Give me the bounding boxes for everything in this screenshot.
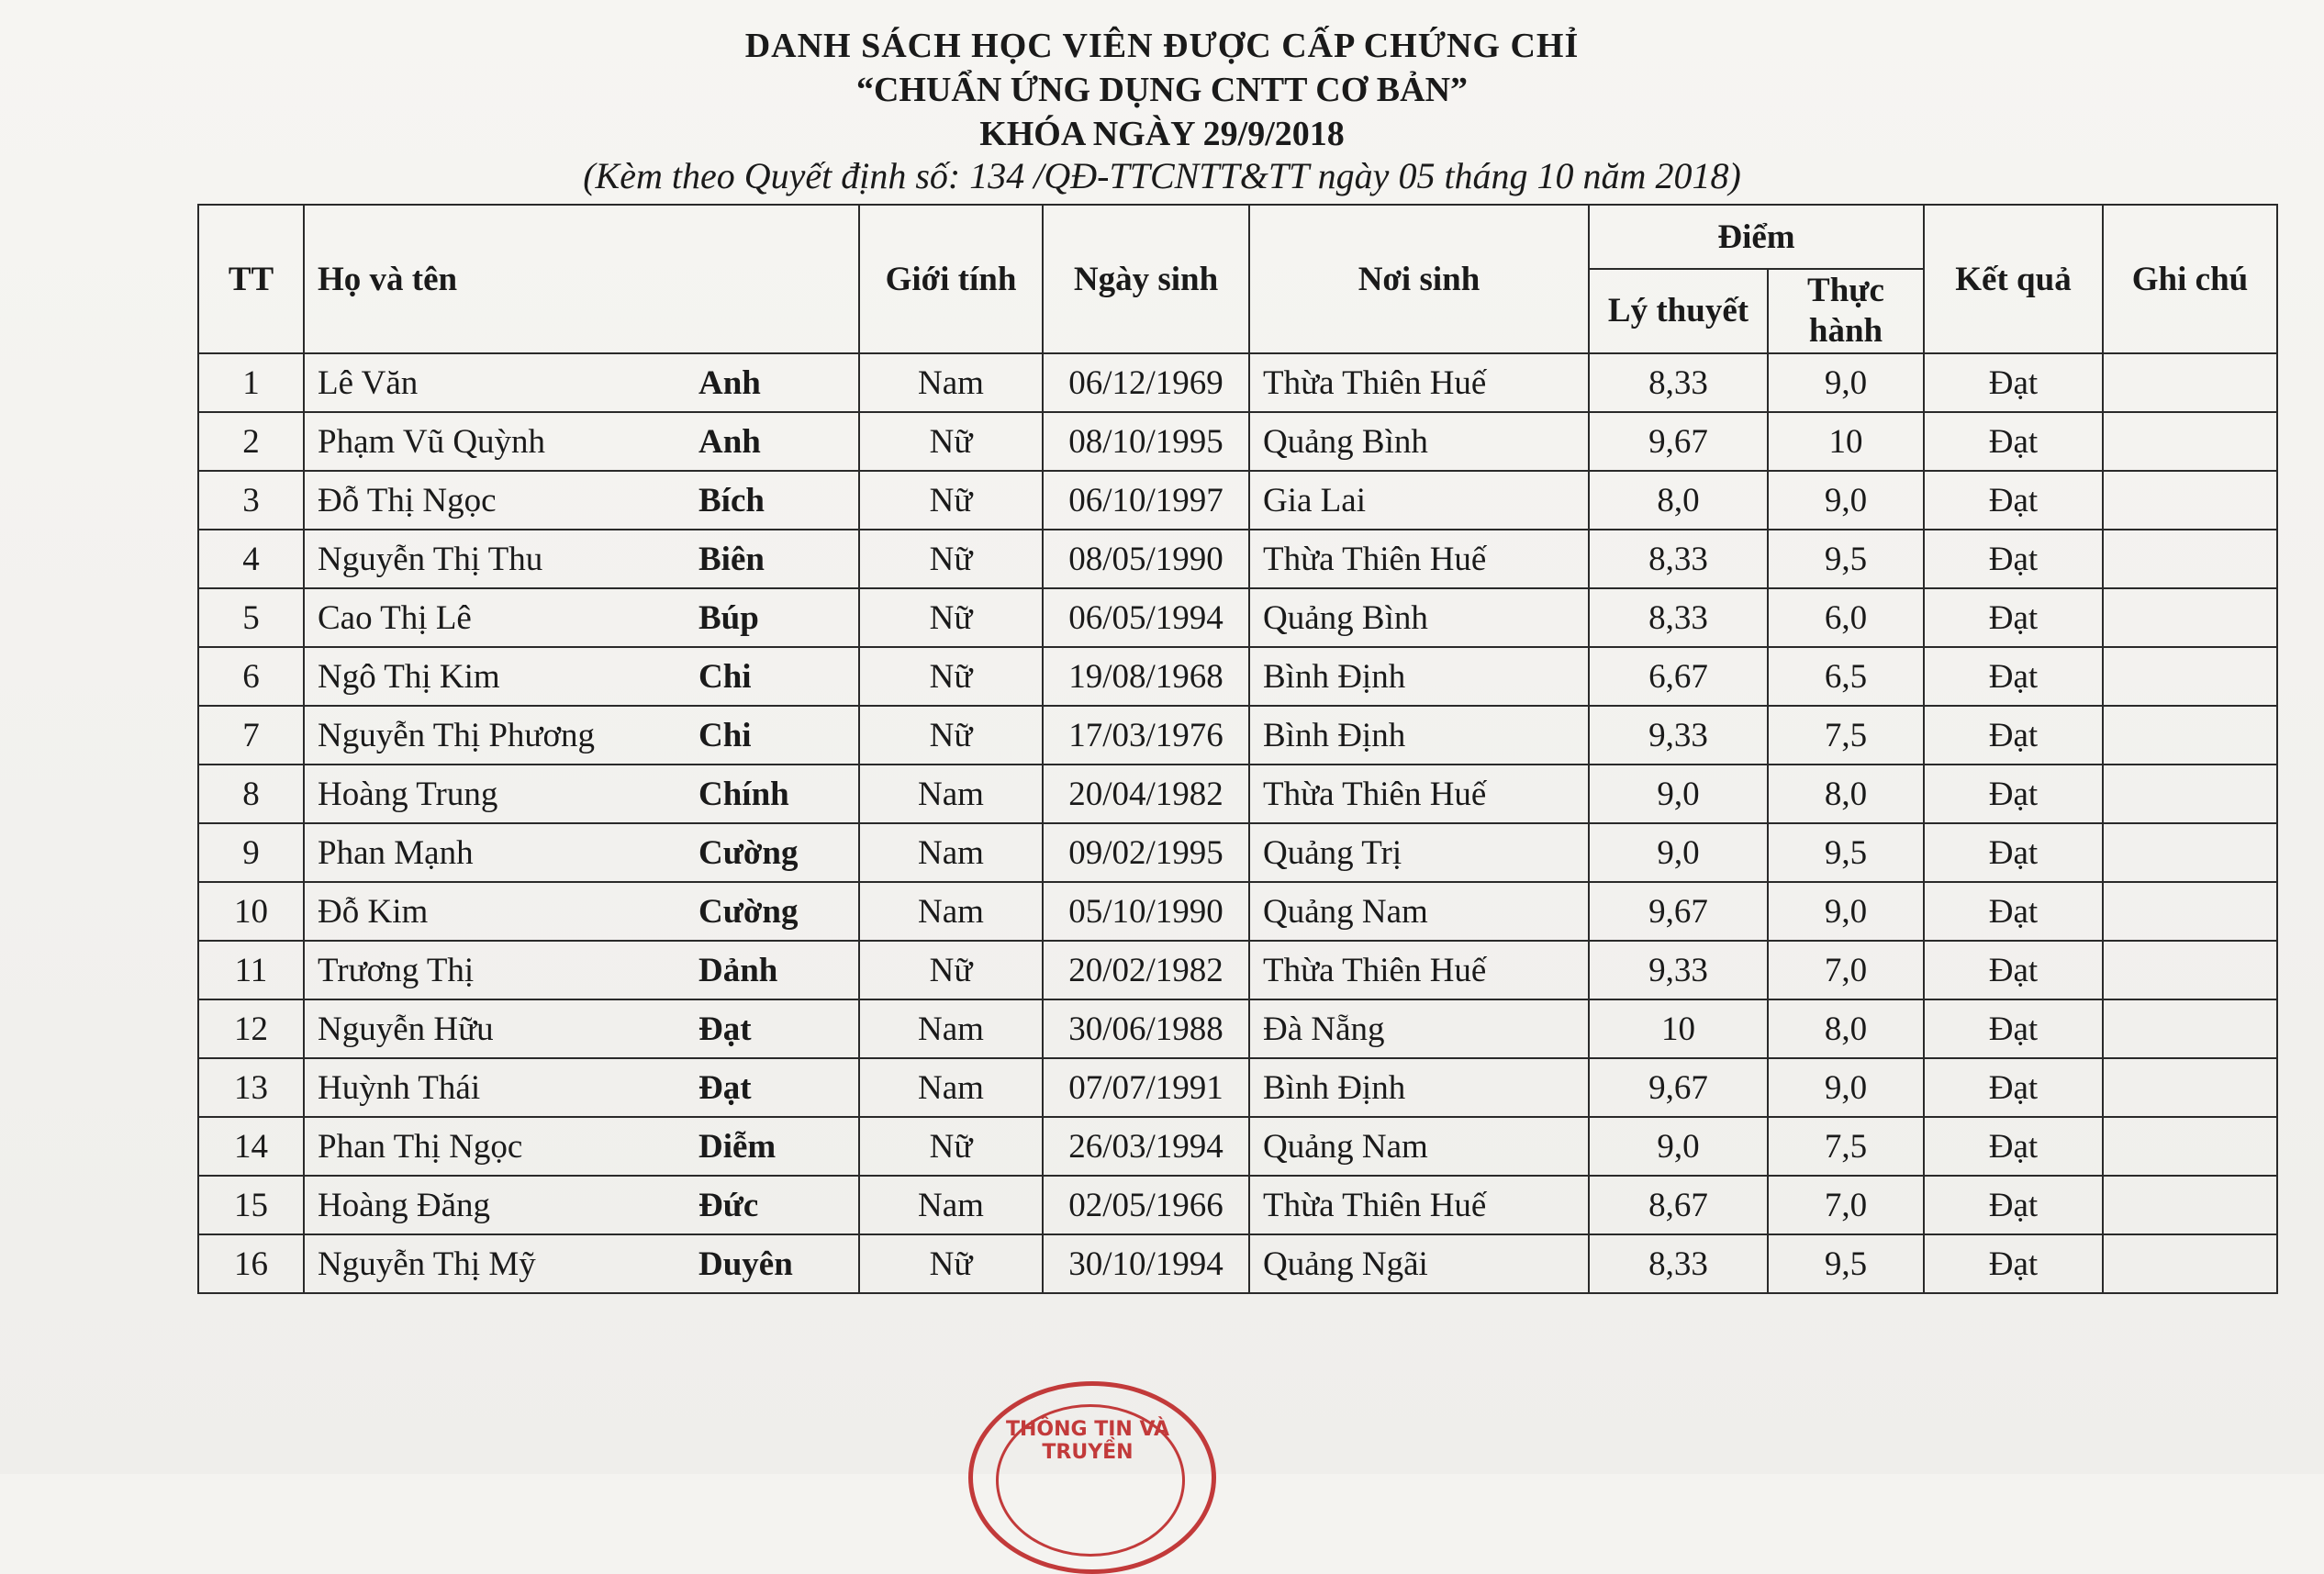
row-note <box>2103 882 2277 941</box>
row-given-name: Đạt <box>698 1068 752 1107</box>
row-dob: 26/03/1994 <box>1043 1117 1249 1176</box>
row-birthplace: Bình Định <box>1249 1058 1589 1117</box>
row-practice-score: 9,0 <box>1768 1058 1924 1117</box>
doc-course-date: KHÓA NGÀY 29/9/2018 <box>979 115 1345 153</box>
row-result: Đạt <box>1924 706 2103 765</box>
row-last-middle-name: Huỳnh Thái <box>318 1068 481 1107</box>
row-theory-score: 9,0 <box>1589 1117 1768 1176</box>
row-index: 13 <box>198 1058 304 1117</box>
row-practice-score: 7,5 <box>1768 706 1924 765</box>
row-dob: 09/02/1995 <box>1043 823 1249 882</box>
row-dob: 19/08/1968 <box>1043 647 1249 706</box>
row-theory-score: 10 <box>1589 999 1768 1058</box>
row-dob: 06/12/1969 <box>1043 353 1249 412</box>
row-theory-score: 9,67 <box>1589 882 1768 941</box>
row-practice-score: 6,0 <box>1768 588 1924 647</box>
col-theory: Lý thuyết <box>1589 269 1768 353</box>
col-birthplace: Nơi sinh <box>1249 205 1589 353</box>
row-result: Đạt <box>1924 471 2103 530</box>
row-last-middle-name: Phạm Vũ Quỳnh <box>318 422 546 461</box>
row-result: Đạt <box>1924 1117 2103 1176</box>
row-result: Đạt <box>1924 765 2103 823</box>
row-given-name: Chi <box>698 716 752 754</box>
row-given-name: Búp <box>698 598 759 637</box>
row-birthplace: Thừa Thiên Huế <box>1249 353 1589 412</box>
col-result: Kết quả <box>1924 205 2103 353</box>
row-dob: 07/07/1991 <box>1043 1058 1249 1117</box>
row-practice-score: 7,0 <box>1768 1176 1924 1234</box>
official-stamp-text: THÔNG TIN VÀ TRUYỀN <box>1005 1418 1170 1464</box>
row-birthplace: Thừa Thiên Huế <box>1249 941 1589 999</box>
row-index: 14 <box>198 1117 304 1176</box>
row-result: Đạt <box>1924 941 2103 999</box>
row-last-middle-name: Ngô Thị Kim <box>318 657 500 696</box>
doc-title: DANH SÁCH HỌC VIÊN ĐƯỢC CẤP CHỨNG CHỈ <box>744 27 1580 65</box>
row-dob: 05/10/1990 <box>1043 882 1249 941</box>
row-full-name <box>304 471 859 530</box>
row-given-name: Dảnh <box>698 951 778 989</box>
row-given-name: Cường <box>698 833 799 872</box>
row-full-name <box>304 353 859 412</box>
row-gender: Nữ <box>859 706 1043 765</box>
row-practice-score: 9,0 <box>1768 353 1924 412</box>
row-dob: 06/05/1994 <box>1043 588 1249 647</box>
row-gender: Nữ <box>859 1234 1043 1293</box>
row-theory-score: 8,33 <box>1589 588 1768 647</box>
table-row <box>198 530 2277 588</box>
row-gender: Nữ <box>859 941 1043 999</box>
row-given-name: Chính <box>698 775 789 813</box>
row-result: Đạt <box>1924 882 2103 941</box>
row-gender: Nữ <box>859 471 1043 530</box>
row-note <box>2103 1117 2277 1176</box>
row-full-name <box>304 941 859 999</box>
table-row <box>198 353 2277 412</box>
row-index: 10 <box>198 882 304 941</box>
row-result: Đạt <box>1924 823 2103 882</box>
row-full-name <box>304 1234 859 1293</box>
row-index: 7 <box>198 706 304 765</box>
row-birthplace: Quảng Bình <box>1249 412 1589 471</box>
row-last-middle-name: Cao Thị Lê <box>318 598 472 637</box>
row-given-name: Biên <box>698 540 765 578</box>
table-row <box>198 882 2277 941</box>
row-full-name <box>304 530 859 588</box>
row-birthplace: Đà Nẵng <box>1249 999 1589 1058</box>
row-note <box>2103 647 2277 706</box>
row-practice-score: 10 <box>1768 412 1924 471</box>
row-last-middle-name: Phan Mạnh <box>318 833 474 872</box>
row-last-middle-name: Hoàng Trung <box>318 775 498 813</box>
table-row <box>198 765 2277 823</box>
table-row <box>198 1176 2277 1234</box>
row-full-name <box>304 588 859 647</box>
row-birthplace: Bình Định <box>1249 706 1589 765</box>
row-birthplace: Quảng Ngãi <box>1249 1234 1589 1293</box>
row-theory-score: 9,33 <box>1589 706 1768 765</box>
row-birthplace: Bình Định <box>1249 647 1589 706</box>
row-practice-score: 9,5 <box>1768 1234 1924 1293</box>
row-theory-score: 9,67 <box>1589 412 1768 471</box>
row-gender: Nam <box>859 353 1043 412</box>
table-row <box>198 999 2277 1058</box>
row-full-name <box>304 1117 859 1176</box>
row-note <box>2103 999 2277 1058</box>
row-given-name: Đức <box>698 1186 759 1224</box>
row-last-middle-name: Lê Văn <box>318 363 419 402</box>
row-gender: Nam <box>859 1058 1043 1117</box>
row-birthplace: Quảng Nam <box>1249 1117 1589 1176</box>
row-full-name <box>304 765 859 823</box>
row-gender: Nam <box>859 1176 1043 1234</box>
row-result: Đạt <box>1924 1234 2103 1293</box>
doc-decision-ref: (Kèm theo Quyết định số: 134 /QĐ-TTCNTT&TT ngày 05 tháng 10 năm 2018) <box>583 155 1741 196</box>
row-index: 16 <box>198 1234 304 1293</box>
row-practice-score: 9,0 <box>1768 882 1924 941</box>
col-note: Ghi chú <box>2103 205 2277 353</box>
row-result: Đạt <box>1924 1058 2103 1117</box>
row-full-name <box>304 1176 859 1234</box>
doc-subtitle: “CHUẨN ỨNG DỤNG CNTT CƠ BẢN” <box>855 71 1469 109</box>
row-practice-score: 7,5 <box>1768 1117 1924 1176</box>
table-row <box>198 706 2277 765</box>
row-given-name: Duyên <box>698 1245 793 1283</box>
row-gender: Nữ <box>859 530 1043 588</box>
row-practice-score: 8,0 <box>1768 765 1924 823</box>
row-note <box>2103 471 2277 530</box>
table-row <box>198 941 2277 999</box>
row-gender: Nam <box>859 999 1043 1058</box>
row-practice-score: 6,5 <box>1768 647 1924 706</box>
row-gender: Nam <box>859 882 1043 941</box>
row-index: 9 <box>198 823 304 882</box>
row-dob: 06/10/1997 <box>1043 471 1249 530</box>
row-dob: 08/05/1990 <box>1043 530 1249 588</box>
row-note <box>2103 765 2277 823</box>
row-given-name: Anh <box>698 363 761 402</box>
row-theory-score: 6,67 <box>1589 647 1768 706</box>
col-name: Họ và tên <box>304 205 859 353</box>
row-last-middle-name: Nguyễn Thị Mỹ <box>318 1245 536 1283</box>
row-dob: 08/10/1995 <box>1043 412 1249 471</box>
row-practice-score: 9,5 <box>1768 530 1924 588</box>
row-note <box>2103 1176 2277 1234</box>
row-result: Đạt <box>1924 999 2103 1058</box>
table-row <box>198 1234 2277 1293</box>
row-theory-score: 9,0 <box>1589 823 1768 882</box>
row-result: Đạt <box>1924 1176 2103 1234</box>
row-given-name: Đạt <box>698 1010 752 1048</box>
row-gender: Nữ <box>859 588 1043 647</box>
row-result: Đạt <box>1924 647 2103 706</box>
row-practice-score: 9,5 <box>1768 823 1924 882</box>
row-given-name: Chi <box>698 657 752 696</box>
row-birthplace: Quảng Bình <box>1249 588 1589 647</box>
col-gender: Giới tính <box>859 205 1043 353</box>
row-theory-score: 8,67 <box>1589 1176 1768 1234</box>
row-gender: Nữ <box>859 1117 1043 1176</box>
row-last-middle-name: Trương Thị <box>318 951 475 989</box>
row-full-name <box>304 412 859 471</box>
row-dob: 20/04/1982 <box>1043 765 1249 823</box>
row-last-middle-name: Đỗ Kim <box>318 892 429 931</box>
row-gender: Nam <box>859 765 1043 823</box>
row-last-middle-name: Đỗ Thị Ngọc <box>318 481 497 519</box>
row-full-name <box>304 647 859 706</box>
row-gender: Nữ <box>859 412 1043 471</box>
row-index: 5 <box>198 588 304 647</box>
row-note <box>2103 1234 2277 1293</box>
col-dob: Ngày sinh <box>1043 205 1249 353</box>
row-birthplace: Thừa Thiên Huế <box>1249 530 1589 588</box>
row-birthplace: Quảng Trị <box>1249 823 1589 882</box>
row-birthplace: Gia Lai <box>1249 471 1589 530</box>
row-birthplace: Quảng Nam <box>1249 882 1589 941</box>
row-full-name <box>304 1058 859 1117</box>
table-row <box>198 823 2277 882</box>
row-dob: 17/03/1976 <box>1043 706 1249 765</box>
row-given-name: Bích <box>698 481 765 519</box>
row-practice-score: 9,0 <box>1768 471 1924 530</box>
row-birthplace: Thừa Thiên Huế <box>1249 1176 1589 1234</box>
row-note <box>2103 1058 2277 1117</box>
col-practice: Thực hành <box>1768 269 1924 353</box>
row-practice-score: 7,0 <box>1768 941 1924 999</box>
row-full-name <box>304 882 859 941</box>
row-dob: 30/06/1988 <box>1043 999 1249 1058</box>
row-theory-score: 8,0 <box>1589 471 1768 530</box>
row-result: Đạt <box>1924 588 2103 647</box>
row-gender: Nữ <box>859 647 1043 706</box>
row-note <box>2103 588 2277 647</box>
row-given-name: Cường <box>698 892 799 931</box>
row-index: 4 <box>198 530 304 588</box>
row-given-name: Anh <box>698 422 761 461</box>
row-full-name <box>304 999 859 1058</box>
col-tt: TT <box>198 205 304 353</box>
row-theory-score: 9,33 <box>1589 941 1768 999</box>
row-theory-score: 8,33 <box>1589 1234 1768 1293</box>
col-score: Điểm <box>1589 205 1924 269</box>
row-index: 12 <box>198 999 304 1058</box>
row-theory-score: 8,33 <box>1589 353 1768 412</box>
row-last-middle-name: Nguyễn Thị Thu <box>318 540 543 578</box>
row-last-middle-name: Nguyễn Hữu <box>318 1010 494 1048</box>
row-full-name <box>304 706 859 765</box>
table-row <box>198 1117 2277 1176</box>
row-index: 3 <box>198 471 304 530</box>
row-practice-score: 8,0 <box>1768 999 1924 1058</box>
row-theory-score: 9,67 <box>1589 1058 1768 1117</box>
row-last-middle-name: Phan Thị Ngọc <box>318 1127 523 1166</box>
certificate-table <box>197 204 2278 1294</box>
row-theory-score: 8,33 <box>1589 530 1768 588</box>
row-result: Đạt <box>1924 412 2103 471</box>
row-last-middle-name: Nguyễn Thị Phương <box>318 716 596 754</box>
row-given-name: Diễm <box>698 1127 777 1166</box>
row-note <box>2103 823 2277 882</box>
row-note <box>2103 941 2277 999</box>
row-last-middle-name: Hoàng Đăng <box>318 1186 491 1224</box>
row-gender: Nam <box>859 823 1043 882</box>
table-row <box>198 647 2277 706</box>
table-row <box>198 412 2277 471</box>
row-index: 1 <box>198 353 304 412</box>
row-result: Đạt <box>1924 353 2103 412</box>
row-result: Đạt <box>1924 530 2103 588</box>
row-note <box>2103 706 2277 765</box>
row-dob: 20/02/1982 <box>1043 941 1249 999</box>
row-note <box>2103 412 2277 471</box>
row-index: 6 <box>198 647 304 706</box>
table-row <box>198 471 2277 530</box>
row-index: 8 <box>198 765 304 823</box>
row-birthplace: Thừa Thiên Huế <box>1249 765 1589 823</box>
row-theory-score: 9,0 <box>1589 765 1768 823</box>
table-row <box>198 588 2277 647</box>
row-dob: 02/05/1966 <box>1043 1176 1249 1234</box>
row-index: 11 <box>198 941 304 999</box>
row-index: 2 <box>198 412 304 471</box>
row-note <box>2103 530 2277 588</box>
table-row <box>198 1058 2277 1117</box>
row-dob: 30/10/1994 <box>1043 1234 1249 1293</box>
row-note <box>2103 353 2277 412</box>
row-index: 15 <box>198 1176 304 1234</box>
row-full-name <box>304 823 859 882</box>
